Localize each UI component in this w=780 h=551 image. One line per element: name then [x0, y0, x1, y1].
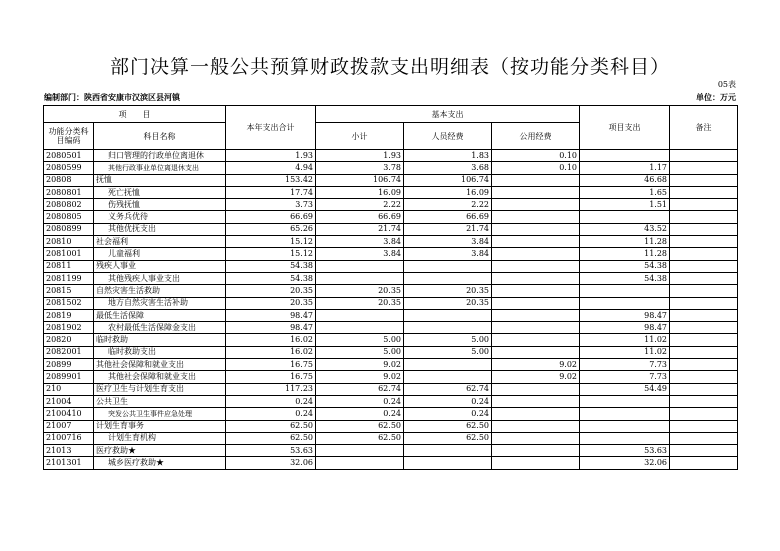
row-total: 0.24: [226, 408, 316, 420]
row-code: 2080802: [44, 199, 94, 211]
row-code: 2081001: [44, 248, 94, 260]
row-project: 1.17: [580, 162, 670, 174]
row-total: 15.12: [226, 236, 316, 248]
header-func-code: 功能分类科目编码: [44, 123, 94, 150]
table-body: [44, 150, 738, 470]
row-personnel: 62.50: [404, 420, 492, 432]
row-subtotal: 21.74: [316, 223, 404, 235]
row-subtotal: [316, 445, 404, 457]
row-subtotal: 20.35: [316, 297, 404, 309]
row-remark: [670, 432, 738, 444]
row-subtotal: [316, 272, 404, 284]
row-subject-name: 抚恤: [94, 174, 226, 186]
row-subject-name: 医疗卫生与计划生育支出: [94, 383, 226, 395]
row-subject-name: 儿童福利: [94, 248, 226, 260]
row-total: 54.38: [226, 272, 316, 284]
row-subject-name: 其他优抚支出: [94, 223, 226, 235]
row-personnel: 0.24: [404, 395, 492, 407]
row-public: [492, 457, 580, 469]
table-row: [44, 199, 738, 211]
row-subtotal: 16.09: [316, 186, 404, 198]
row-subject-name: 归口管理的行政单位离退休: [94, 150, 226, 162]
row-personnel: [404, 457, 492, 469]
row-subject-name: 义务兵优待: [94, 211, 226, 223]
row-subject-name: 伤残抚恤: [94, 199, 226, 211]
row-subtotal: 3.84: [316, 236, 404, 248]
table-row: [44, 211, 738, 223]
row-public: [492, 248, 580, 260]
header-remark: 备注: [670, 106, 738, 150]
row-project: [580, 408, 670, 420]
row-subtotal: 3.84: [316, 248, 404, 260]
row-public: [492, 383, 580, 395]
row-personnel: 66.69: [404, 211, 492, 223]
row-code: 20815: [44, 285, 94, 297]
row-public: [492, 211, 580, 223]
row-subtotal: 62.74: [316, 383, 404, 395]
row-remark: [670, 285, 738, 297]
row-project: 11.02: [580, 334, 670, 346]
row-code: 2081502: [44, 297, 94, 309]
page-title: 部门决算一般公共预算财政拨款支出明细表（按功能分类科目）: [109, 56, 670, 78]
table-row: [44, 408, 738, 420]
row-public: [492, 186, 580, 198]
row-total: 98.47: [226, 322, 316, 334]
row-subject-name: 其他残疾人事业支出: [94, 272, 226, 284]
row-total: 32.06: [226, 457, 316, 469]
row-subject-name: 自然灾害生活救助: [94, 285, 226, 297]
header-info-row: [44, 92, 736, 104]
row-total: 153.42: [226, 174, 316, 186]
row-remark: [670, 408, 738, 420]
row-public: 9.02: [492, 371, 580, 383]
row-code: 2082001: [44, 346, 94, 358]
row-total: 4.94: [226, 162, 316, 174]
row-total: 16.75: [226, 359, 316, 371]
row-code: 2089901: [44, 371, 94, 383]
header-subject-name: 科目名称: [94, 123, 226, 150]
row-remark: [670, 150, 738, 162]
table-row: [44, 260, 738, 272]
row-code: 2080899: [44, 223, 94, 235]
row-remark: [670, 211, 738, 223]
row-subtotal: 62.50: [316, 432, 404, 444]
table-row: [44, 432, 738, 444]
department-label: 编制部门：陕西省安康市汉滨区县河镇: [44, 93, 180, 102]
row-subtotal: 1.93: [316, 150, 404, 162]
row-subtotal: 5.00: [316, 346, 404, 358]
row-personnel: 20.35: [404, 297, 492, 309]
row-total: 54.38: [226, 260, 316, 272]
row-project: 11.28: [580, 248, 670, 260]
row-personnel: [404, 445, 492, 457]
row-subject-name: 最低生活保障: [94, 309, 226, 321]
row-subtotal: 3.78: [316, 162, 404, 174]
row-remark: [670, 359, 738, 371]
row-subtotal: [316, 322, 404, 334]
row-code: 2081902: [44, 322, 94, 334]
row-personnel: 16.09: [404, 186, 492, 198]
row-project: 98.47: [580, 309, 670, 321]
row-subject-name: 计划生育事务: [94, 420, 226, 432]
row-code: 20810: [44, 236, 94, 248]
row-subject-name: 地方自然灾害生活补助: [94, 297, 226, 309]
table-row: [44, 445, 738, 457]
row-project: 54.38: [580, 272, 670, 284]
row-personnel: 62.74: [404, 383, 492, 395]
row-public: [492, 174, 580, 186]
row-total: 0.24: [226, 395, 316, 407]
table-row: [44, 346, 738, 358]
row-personnel: 20.35: [404, 285, 492, 297]
row-code: 20819: [44, 309, 94, 321]
table-row: [44, 334, 738, 346]
row-personnel: 1.83: [404, 150, 492, 162]
row-project: 11.28: [580, 236, 670, 248]
row-public: [492, 445, 580, 457]
row-project: [580, 420, 670, 432]
row-public: 0.10: [492, 150, 580, 162]
table-row: [44, 322, 738, 334]
row-code: 20899: [44, 359, 94, 371]
row-project: [580, 150, 670, 162]
row-total: 3.73: [226, 199, 316, 211]
row-project: 43.52: [580, 223, 670, 235]
row-code: 2080801: [44, 186, 94, 198]
row-project: [580, 432, 670, 444]
row-public: [492, 285, 580, 297]
row-remark: [670, 248, 738, 260]
row-personnel: 21.74: [404, 223, 492, 235]
table-row: [44, 359, 738, 371]
row-subtotal: [316, 309, 404, 321]
row-project: 32.06: [580, 457, 670, 469]
row-public: 0.10: [492, 162, 580, 174]
table-row: [44, 383, 738, 395]
row-remark: [670, 346, 738, 358]
row-public: [492, 334, 580, 346]
row-total: 16.02: [226, 346, 316, 358]
header-personnel: 人员经费: [404, 123, 492, 150]
row-personnel: 2.22: [404, 199, 492, 211]
row-total: 1.93: [226, 150, 316, 162]
row-personnel: 0.24: [404, 408, 492, 420]
row-subject-name: 临时救助: [94, 334, 226, 346]
row-subtotal: [316, 457, 404, 469]
row-subject-name: 其他社会保障和就业支出: [94, 371, 226, 383]
row-code: 21013: [44, 445, 94, 457]
row-total: 20.35: [226, 285, 316, 297]
row-total: 15.12: [226, 248, 316, 260]
header-project: 项目支出: [580, 106, 670, 150]
row-total: 20.35: [226, 297, 316, 309]
row-personnel: [404, 260, 492, 272]
row-code: 2100410: [44, 408, 94, 420]
row-subject-name: 残疾人事业: [94, 260, 226, 272]
table-row: [44, 285, 738, 297]
row-project: 1.51: [580, 199, 670, 211]
row-remark: [670, 383, 738, 395]
row-subject-name: 医疗救助★: [94, 445, 226, 457]
row-project: 7.73: [580, 359, 670, 371]
table-row: [44, 162, 738, 174]
row-subject-name: 公共卫生: [94, 395, 226, 407]
row-personnel: 106.74: [404, 174, 492, 186]
row-remark: [670, 272, 738, 284]
row-code: 20820: [44, 334, 94, 346]
row-project: 54.38: [580, 260, 670, 272]
row-project: 7.73: [580, 371, 670, 383]
row-subtotal: [316, 260, 404, 272]
header-item: 项 目: [44, 106, 226, 123]
row-subject-name: 其他社会保障和就业支出: [94, 359, 226, 371]
row-subtotal: 2.22: [316, 199, 404, 211]
row-subtotal: 9.02: [316, 371, 404, 383]
row-remark: [670, 420, 738, 432]
row-personnel: [404, 272, 492, 284]
row-remark: [670, 223, 738, 235]
row-total: 66.69: [226, 211, 316, 223]
row-personnel: 3.84: [404, 236, 492, 248]
row-public: 9.02: [492, 359, 580, 371]
expenditure-table: [43, 105, 738, 470]
row-subtotal: 20.35: [316, 285, 404, 297]
row-personnel: [404, 371, 492, 383]
row-public: [492, 260, 580, 272]
table-row: [44, 297, 738, 309]
row-subtotal: 62.50: [316, 420, 404, 432]
row-total: 117.23: [226, 383, 316, 395]
row-project: 11.02: [580, 346, 670, 358]
row-remark: [670, 162, 738, 174]
row-public: [492, 297, 580, 309]
row-subtotal: 9.02: [316, 359, 404, 371]
row-total: 98.47: [226, 309, 316, 321]
row-remark: [670, 186, 738, 198]
row-code: 210: [44, 383, 94, 395]
row-code: 21004: [44, 395, 94, 407]
row-remark: [670, 371, 738, 383]
table-row: [44, 371, 738, 383]
table-row: [44, 186, 738, 198]
row-project: 53.63: [580, 445, 670, 457]
row-subject-name: 计划生育机构: [94, 432, 226, 444]
row-remark: [670, 236, 738, 248]
row-project: [580, 395, 670, 407]
row-project: 1.65: [580, 186, 670, 198]
row-remark: [670, 199, 738, 211]
row-subtotal: 0.24: [316, 395, 404, 407]
header-public: 公用经费: [492, 123, 580, 150]
row-code: 21007: [44, 420, 94, 432]
table-row: [44, 420, 738, 432]
row-subtotal: 66.69: [316, 211, 404, 223]
row-personnel: 3.68: [404, 162, 492, 174]
row-project: [580, 211, 670, 223]
row-personnel: [404, 359, 492, 371]
header-total: 本年支出合计: [226, 106, 316, 150]
row-total: 62.50: [226, 432, 316, 444]
table-code: 05表: [717, 80, 736, 89]
header-subtotal: 小计: [316, 123, 404, 150]
table-row: [44, 223, 738, 235]
table-row: [44, 457, 738, 469]
table-row: [44, 174, 738, 186]
row-code: 2080501: [44, 150, 94, 162]
row-remark: [670, 445, 738, 457]
row-public: [492, 199, 580, 211]
table-row: [44, 395, 738, 407]
row-public: [492, 272, 580, 284]
row-project: [580, 285, 670, 297]
row-public: [492, 309, 580, 321]
row-total: 65.26: [226, 223, 316, 235]
row-public: [492, 432, 580, 444]
row-remark: [670, 174, 738, 186]
row-subject-name: 农村最低生活保障金支出: [94, 322, 226, 334]
row-public: [492, 236, 580, 248]
row-personnel: 62.50: [404, 432, 492, 444]
row-personnel: 3.84: [404, 248, 492, 260]
row-code: 2100716: [44, 432, 94, 444]
row-code: 2101301: [44, 457, 94, 469]
row-public: [492, 408, 580, 420]
row-project: [580, 297, 670, 309]
row-public: [492, 223, 580, 235]
table-row: [44, 248, 738, 260]
row-code: 2081199: [44, 272, 94, 284]
row-code: 2080805: [44, 211, 94, 223]
row-subtotal: 106.74: [316, 174, 404, 186]
row-total: 16.02: [226, 334, 316, 346]
table-row: [44, 150, 738, 162]
row-remark: [670, 297, 738, 309]
row-public: [492, 322, 580, 334]
row-subject-name: 其他行政事业单位离退休支出: [94, 162, 226, 174]
row-remark: [670, 395, 738, 407]
row-personnel: [404, 309, 492, 321]
row-remark: [670, 322, 738, 334]
row-remark: [670, 260, 738, 272]
row-total: 16.75: [226, 371, 316, 383]
table-row: [44, 272, 738, 284]
row-personnel: 5.00: [404, 346, 492, 358]
row-project: 54.49: [580, 383, 670, 395]
row-remark: [670, 334, 738, 346]
table-row: [44, 309, 738, 321]
row-code: 20811: [44, 260, 94, 272]
row-subtotal: 0.24: [316, 408, 404, 420]
row-subject-name: 突发公共卫生事件应急处理: [94, 408, 226, 420]
header-basic: 基本支出: [316, 106, 580, 123]
row-remark: [670, 309, 738, 321]
row-subject-name: 死亡抚恤: [94, 186, 226, 198]
row-project: 98.47: [580, 322, 670, 334]
row-public: [492, 395, 580, 407]
row-subject-name: 社会福利: [94, 236, 226, 248]
row-subject-name: 城乡医疗救助★: [94, 457, 226, 469]
row-project: 46.68: [580, 174, 670, 186]
row-total: 17.74: [226, 186, 316, 198]
row-total: 53.63: [226, 445, 316, 457]
row-personnel: 5.00: [404, 334, 492, 346]
row-code: 20808: [44, 174, 94, 186]
unit-label: 单位：万元: [696, 93, 736, 102]
table-row: [44, 236, 738, 248]
row-public: [492, 346, 580, 358]
row-personnel: [404, 322, 492, 334]
row-subject-name: 临时救助支出: [94, 346, 226, 358]
row-code: 2080599: [44, 162, 94, 174]
row-subtotal: 5.00: [316, 334, 404, 346]
row-public: [492, 420, 580, 432]
row-total: 62.50: [226, 420, 316, 432]
row-remark: [670, 457, 738, 469]
